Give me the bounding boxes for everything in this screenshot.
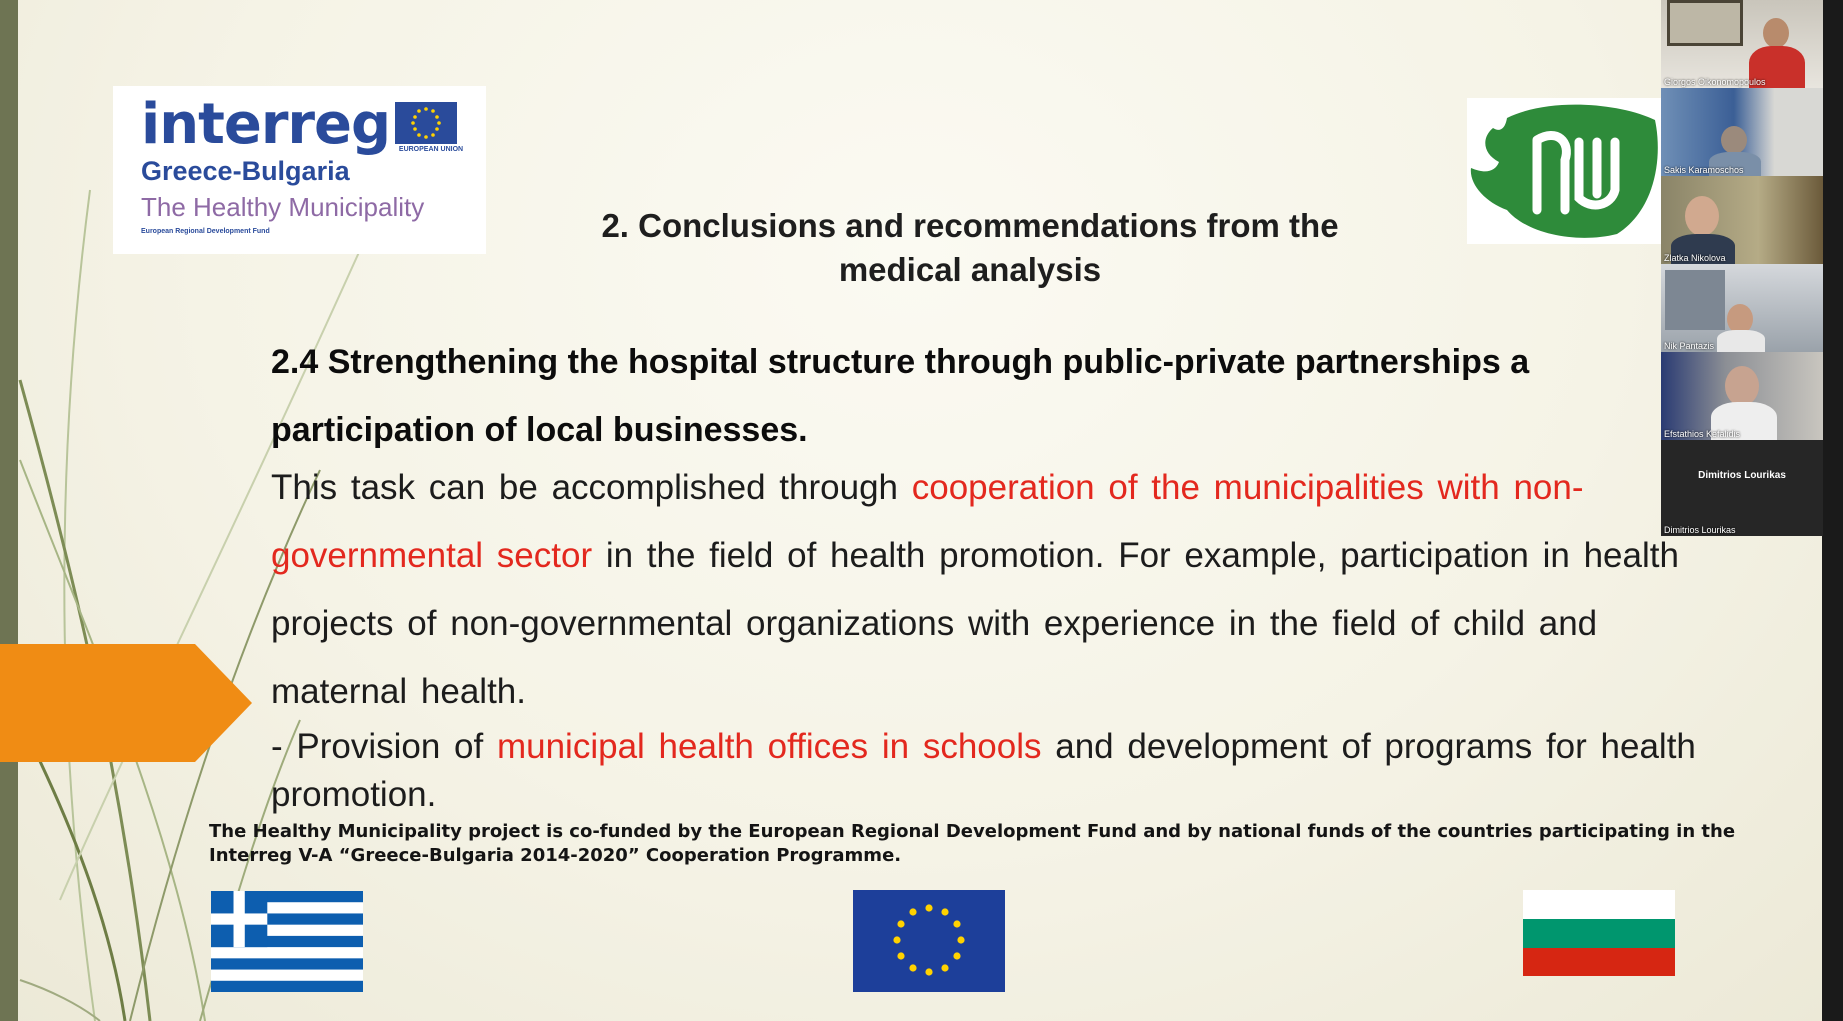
- body-text: in the field of health promotion. For example, participation in health: [592, 536, 1679, 575]
- body-line-2: [271, 536, 1679, 576]
- greece-flag-icon: [211, 891, 363, 992]
- participant-name: Efstathios Kefalidis: [1664, 429, 1741, 439]
- body-line-3: projects of non-governmental organizations with experience in the field of child and: [271, 604, 1598, 643]
- participant-center-label: Dimitrios Lourikas: [1698, 470, 1786, 481]
- slide-title-line-2: medical analysis: [838, 251, 1102, 288]
- participant-tile[interactable]: [1661, 264, 1823, 352]
- section-subheading: [271, 328, 1691, 464]
- eu-label: EUROPEAN UNION: [398, 146, 464, 153]
- participant-name: Sakis Karamoschos: [1664, 165, 1744, 175]
- body-text: and development of programs for health: [1041, 727, 1696, 766]
- body-line-1: [271, 468, 1584, 508]
- participant-name: Zlatka Nikolova: [1664, 253, 1726, 263]
- body-line-5: [271, 727, 1696, 767]
- participant-head: [1763, 18, 1789, 48]
- participant-tile[interactable]: [1661, 176, 1823, 264]
- participant-tile[interactable]: [1661, 0, 1823, 88]
- participant-name: Giorgos Oikonomopoulos: [1664, 77, 1766, 87]
- body-line-4: maternal health.: [271, 672, 526, 711]
- participant-name: Dimitrios Lourikas: [1664, 525, 1736, 535]
- participant-tile[interactable]: [1661, 352, 1823, 440]
- participant-name: Nik Pantazis: [1664, 341, 1715, 351]
- body-text: - Provision of: [271, 727, 497, 766]
- participants-video-panel: [1661, 0, 1823, 536]
- window-background: [1665, 270, 1725, 330]
- slide-title-line-1: 2. Conclusions and recommendations from the: [601, 207, 1339, 244]
- interreg-region: Greece-Bulgaria: [141, 156, 350, 186]
- eu-flag-icon: [395, 102, 457, 144]
- funding-note: The Healthy Municipality project is co-funded by the European Regional Development Fund and by national funds of the countries participating in the Interreg V-A “Greece-Bulgaria 2014-2020” Cooperation Programme.: [209, 821, 1736, 866]
- highlight-text: cooperation of the municipalities with non-: [911, 468, 1584, 507]
- wall-picture: [1667, 0, 1743, 46]
- participant-head: [1685, 196, 1719, 236]
- interreg-wordmark: interreg: [141, 92, 391, 157]
- participant-torso: [1717, 330, 1765, 352]
- highlight-text: municipal health offices in schools: [496, 727, 1042, 766]
- eu-flag-icon: [853, 890, 1005, 992]
- highlight-text: governmental sector: [271, 536, 593, 575]
- interreg-project-name: The Healthy Municipality: [141, 192, 425, 222]
- body-line-6: promotion.: [271, 775, 437, 814]
- subheading-line-1: 2.4 Strengthening the hospital structure through public-private partnerships a: [271, 343, 1530, 381]
- leaf-logo: [1467, 98, 1667, 244]
- body-text: This task can be accomplished through: [271, 468, 912, 507]
- interreg-fund-label: European Regional Development Fund: [141, 228, 270, 235]
- interreg-logo: [113, 86, 486, 254]
- bulgaria-flag-icon: [1523, 890, 1675, 976]
- participant-tile[interactable]: [1661, 88, 1823, 176]
- participant-head: [1721, 126, 1747, 154]
- participant-tile[interactable]: [1661, 440, 1823, 536]
- slide-title: [560, 204, 1380, 292]
- subheading-line-2: participation of local businesses.: [271, 411, 808, 449]
- orange-arrow-shape: [0, 644, 254, 762]
- participant-head: [1725, 366, 1759, 406]
